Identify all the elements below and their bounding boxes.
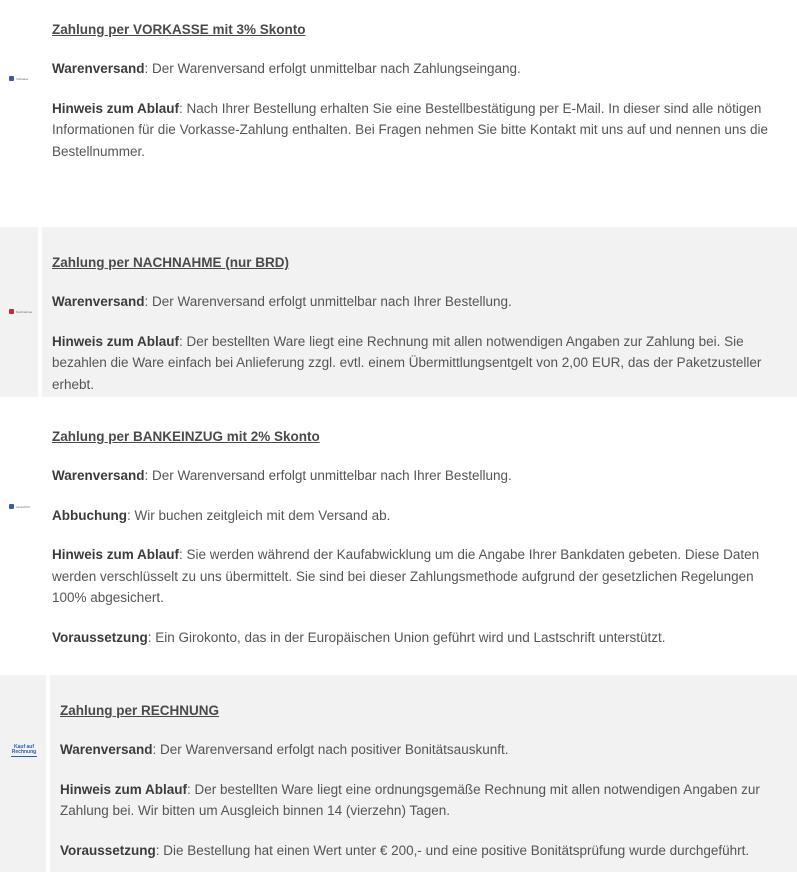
vorkasse-title: Zahlung per VORKASSE mit 3% Skonto: [52, 22, 306, 37]
bank-icon: [9, 76, 14, 81]
text: : Der Warenversand erfolgt nach positiver Bonitätsauskunft.: [152, 742, 509, 757]
shield-icon: [9, 309, 14, 314]
text: : Der bestellten Ware liegt eine ordnungsgemäße Rechnung mit allen notwendigen Angaben zur Zahlung bei. Wir bitten um Ausgleich binnen 14 (vierzehn) Tagen.: [60, 781, 760, 818]
text: : Sie werden während der Kaufabwicklung um die Angabe Ihrer Bankdaten gebeten. Diese Daten werden verschlüsselt zu uns übermittelt. Sie sind bei dieser Zahlungsmethode aufgrund der gesetzlichen Regelungen 100% abgesichert.: [52, 547, 760, 605]
vorkasse-logo-text: Vorkasse: [16, 76, 29, 81]
payment-section-vorkasse: [0, 0, 797, 227]
column-divider: [46, 675, 50, 872]
label: Warenversand: [60, 742, 153, 757]
label: Hinweis zum Ablauf: [60, 781, 188, 797]
label: Abbuchung: [52, 507, 127, 523]
vorkasse-warenversand: [52, 58, 777, 80]
rechnung-logo-text: Kauf auf Rechnung: [11, 744, 37, 755]
label: Warenversand: [52, 294, 145, 309]
nachnahme-hinweis: [52, 331, 777, 396]
label: Voraussetzung: [60, 842, 156, 858]
lastschrift-logo-text: Lastschrift: [16, 504, 30, 509]
label: Hinweis zum Ablauf: [52, 333, 180, 349]
payment-section-rechnung: [0, 675, 797, 872]
label: Warenversand: [52, 468, 145, 483]
bankeinzug-abbuchung: [52, 505, 777, 527]
text: : Der Warenversand erfolgt unmittelbar nach Ihrer Bestellung.: [144, 468, 512, 483]
text: : Der Warenversand erfolgt unmittelbar nach Zahlungseingang.: [144, 61, 521, 76]
nachnahme-logo-text: Nachnahme: [16, 309, 33, 314]
label: Voraussetzung: [52, 629, 148, 645]
label: Hinweis zum Ablauf: [52, 547, 180, 562]
vorkasse-content: [52, 20, 777, 162]
text: : Wir buchen zeitgleich mit dem Versand ab.: [126, 507, 391, 523]
lastschrift-logo: [9, 504, 30, 509]
column-divider: [38, 227, 42, 397]
payment-section-bankeinzug: [0, 397, 797, 675]
nachnahme-warenversand: [52, 291, 777, 313]
text: : Ein Girokonto, das in der Europäischen Union geführt wird und Lastschrift unterstützt.: [147, 629, 666, 645]
nachnahme-logo: [9, 309, 32, 314]
label: Warenversand: [52, 61, 145, 76]
rechnung-warenversand: [60, 739, 777, 761]
rechnung-logo: [11, 745, 37, 757]
bankeinzug-hinweis: [52, 544, 777, 609]
rechnung-title: Zahlung per RECHNUNG: [60, 703, 220, 718]
rechnung-voraussetzung: [60, 840, 777, 862]
rechnung-content: [60, 701, 777, 861]
text: : Nach Ihrer Bestellung erhalten Sie eine Bestellbestätigung per E-Mail. In dieser sind alle nötigen Informationen für die Vorkasse-Zahlung enthalten. Bei Fragen nehmen Sie bitte Kontakt mit uns auf und nennen uns die Bestellnummer.: [52, 100, 768, 159]
bankeinzug-warenversand: [52, 465, 777, 487]
vorkasse-hinweis: [52, 98, 777, 163]
nachnahme-content: [52, 253, 777, 395]
bankeinzug-voraussetzung: [52, 627, 777, 649]
text: : Der bestellten Ware liegt eine Rechnung mit allen notwendigen Angaben zur Zahlung bei. Sie bezahlen die Ware einfach bei Anlieferung zzgl. evtl. einem Übermittlungsentgelt von 2,00 EUR, das der Paketzusteller erhebt.: [52, 333, 762, 392]
bankeinzug-content: [52, 427, 777, 648]
label: Hinweis zum Ablauf: [52, 100, 180, 116]
bankeinzug-title: Zahlung per BANKEINZUG mit 2% Skonto: [52, 429, 320, 444]
text: : Der Warenversand erfolgt unmittelbar nach Ihrer Bestellung.: [144, 294, 512, 309]
payment-section-nachnahme: [0, 227, 797, 397]
vorkasse-logo: [9, 76, 28, 81]
bank-icon: [9, 504, 14, 509]
nachnahme-title: Zahlung per NACHNAHME (nur BRD): [52, 255, 289, 270]
text: : Die Bestellung hat einen Wert unter € 200,- und eine positive Bonitätsprüfung wurde durchgeführt.: [155, 842, 750, 858]
rechnung-hinweis: [60, 779, 777, 822]
